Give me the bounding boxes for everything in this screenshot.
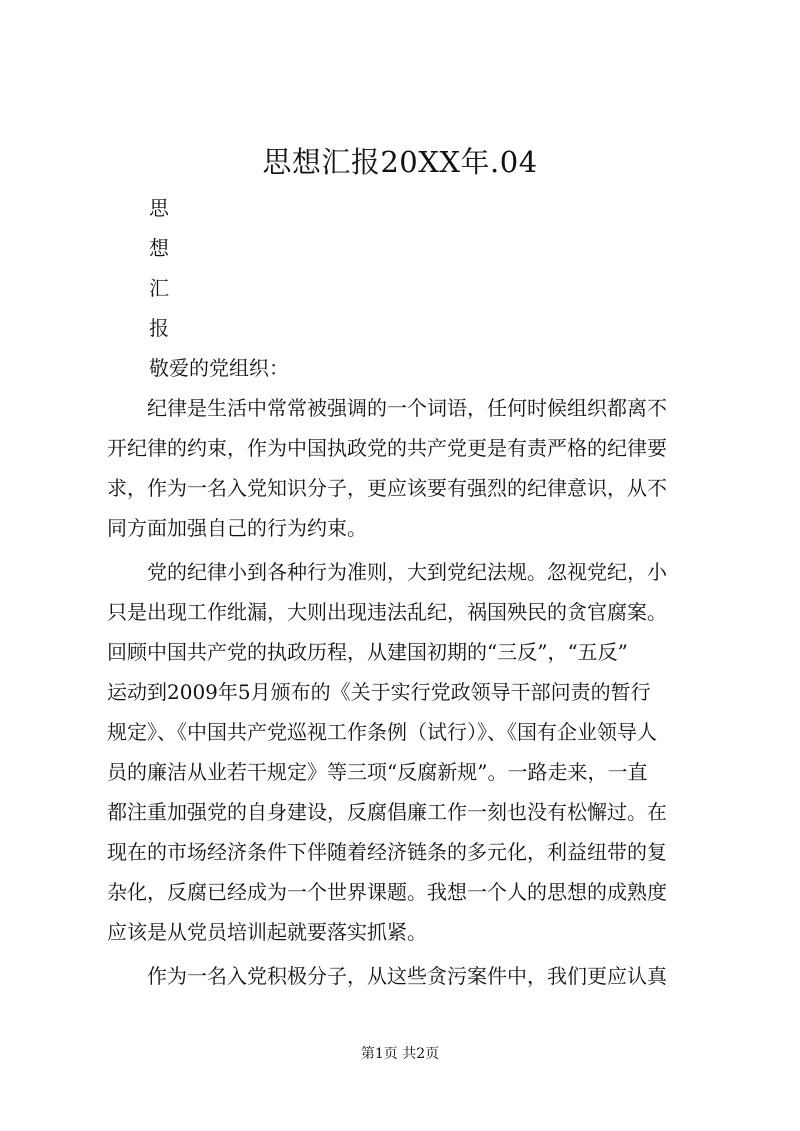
vertical-heading-char: 报 [149,316,169,340]
paragraph-line: 员的廉洁从业若干规定》等三项“反腐新规”。一路走来，一直 [107,760,648,784]
paragraph [107,388,713,548]
paragraph-line: 作为一名入党积极分子，从这些贪污案件中，我们更应认真 [107,964,667,988]
paragraph-line: 同方面加强自己的行为约束。 [107,516,367,540]
paragraph-line: 求，作为一名入党知识分子，更应该要有强烈的纪律意识，从不 [107,476,667,500]
paragraph [107,552,713,952]
paragraph-line: 只是出现工作纰漏，大则出现违法乱纪，祸国殃民的贪官腐案。 [107,600,667,624]
paragraph-line: 开纪律的约束，作为中国执政党的共产党更是有责严格的纪律要 [107,436,667,460]
salutation: 敬爱的党组织： [149,356,289,380]
paragraph-line: 现在的市场经济条件下伴随着经济链条的多元化，利益纽带的复 [107,840,667,864]
vertical-heading-char: 想 [149,236,169,260]
vertical-heading-char: 思 [149,196,169,220]
document-body [107,348,713,996]
paragraph-line: 规定》、《中国共产党巡视工作条例（试行）》、《国有企业领导人 [107,720,657,744]
page-footer: 第1页 共2页 [360,1046,440,1062]
paragraph-line: 运动到2009年5月颁布的《关于实行党政领导干部问责的暂行 [107,680,651,704]
paragraph-line: 党的纪律小到各种行为准则，大到党纪法规。忽视党纪，小 [107,560,667,584]
paragraph-line: 纪律是生活中常常被强调的一个词语，任何时候组织都离不 [107,396,667,420]
paragraph-line: 回顾中国共产党的执政历程，从建国初期的“三反”，“五反” [107,640,628,664]
paragraph-line: 杂化，反腐已经成为一个世界课题。我想一个人的思想的成熟度 [107,880,667,904]
vertical-heading [149,188,189,348]
paragraph-line: 都注重加强党的自身建设，反腐倡廉工作一刻也没有松懈过。在 [107,800,667,824]
document-title: 思想汇报20XX年.04 [262,145,538,179]
paragraph-line: 应该是从党员培训起就要落实抓紧。 [107,920,427,944]
paragraph [107,956,713,996]
vertical-heading-char: 汇 [149,276,169,300]
